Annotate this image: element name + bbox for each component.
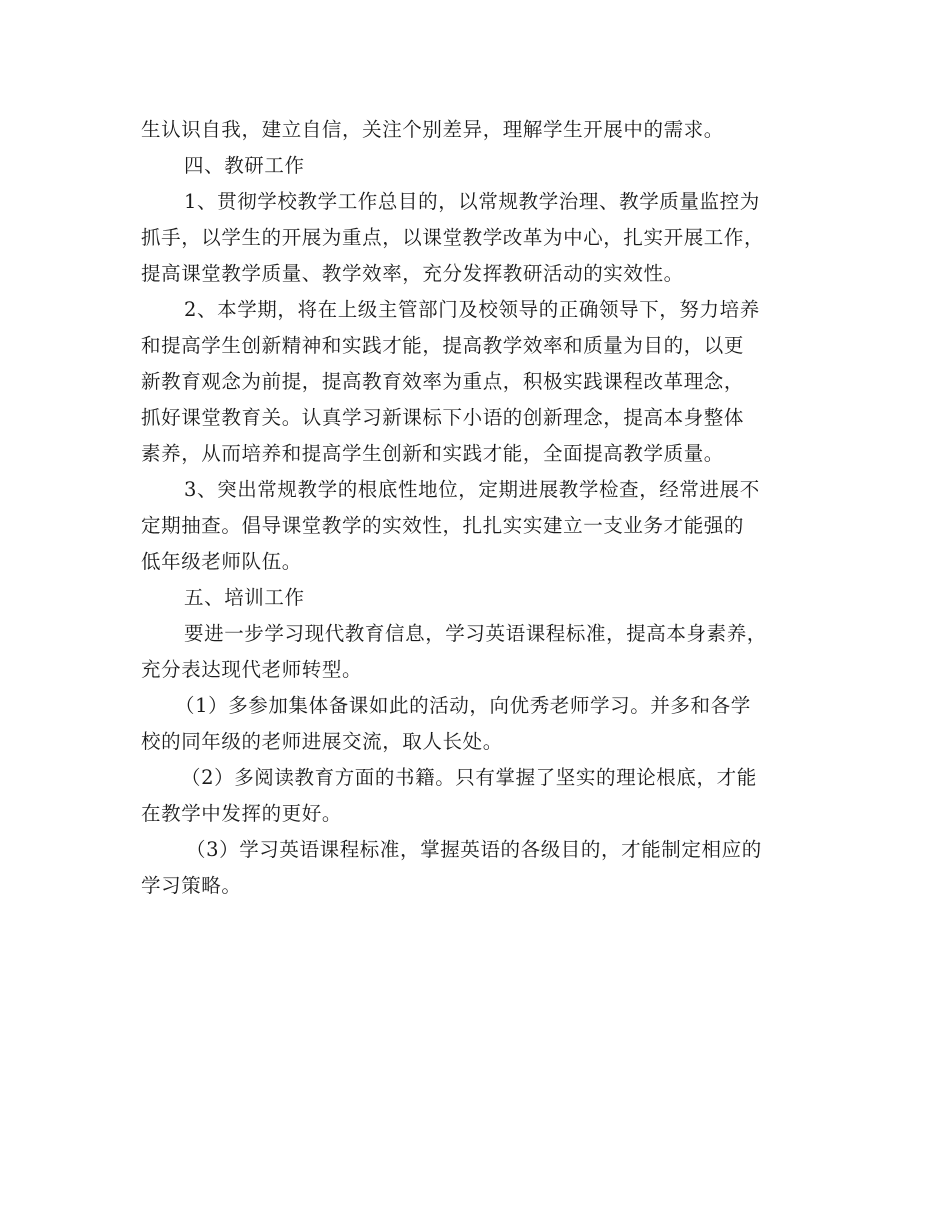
list-item-1: （1）多参加集体备课如此的活动，向优秀老师学习。并多和各学 <box>175 694 751 717</box>
text-line: 校的同年级的老师进展交流，取人长处。 <box>141 730 503 753</box>
list-item-3: （3）学习英语课程标准，掌握英语的各级目的，才能制定相应的 <box>186 838 762 861</box>
text-line: 低年级老师队伍。 <box>141 550 302 573</box>
text-line: 提高课堂教学质量、教学效率，充分发挥教研活动的实效性。 <box>141 262 684 285</box>
text-line: 新教育观念为前提，提高教育效率为重点，积极实践课程改革理念， <box>141 370 745 393</box>
section-heading-research: 四、教研工作 <box>184 154 305 177</box>
section-heading-training: 五、培训工作 <box>184 586 305 609</box>
text-line: 抓好课堂教育关。认真学习新课标下小语的创新理念，提高本身整体 <box>141 406 745 429</box>
list-item-2: （2）多阅读教育方面的书籍。只有掌握了坚实的理论根底，才能 <box>181 766 757 789</box>
text-line: 素养，从而培养和提高学生创新和实践才能，全面提高教学质量。 <box>141 442 724 465</box>
text-line: 抓手，以学生的开展为重点，以课堂教学改革为中心，扎实开展工作， <box>141 226 765 249</box>
text-line: 学习策略。 <box>141 874 242 897</box>
text-line: 和提高学生创新精神和实践才能，提高教学效率和质量为目的，以更 <box>141 334 745 357</box>
text-line: 充分表达现代老师转型。 <box>141 658 363 681</box>
document-body <box>141 112 821 904</box>
text-line: 生认识自我，建立自信，关注个别差异，理解学生开展中的需求。 <box>141 118 724 141</box>
text-line: 1、贯彻学校教学工作总目的，以常规教学治理、教学质量监控为 <box>184 190 760 213</box>
text-line: 2、本学期，将在上级主管部门及校领导的正确领导下，努力培养 <box>184 298 760 321</box>
text-line: 定期抽查。倡导课堂教学的实效性，扎扎实实建立一支业务才能强的 <box>141 514 745 537</box>
text-line: 3、突出常规教学的根底性地位，定期进展教学检查，经常进展不 <box>184 478 760 501</box>
text-line: 在教学中发挥的更好。 <box>141 802 343 825</box>
text-line: 要进一步学习现代教育信息，学习英语课程标准，提高本身素养， <box>184 622 767 645</box>
